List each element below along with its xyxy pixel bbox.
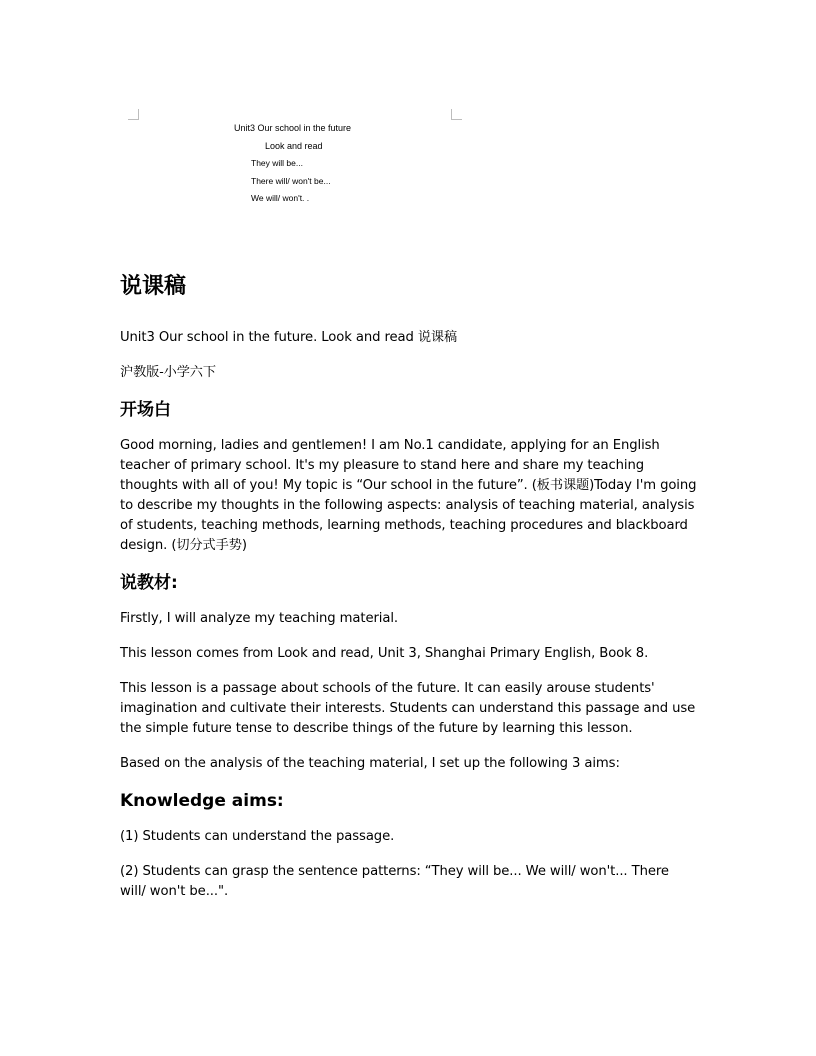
document-body (120, 272, 698, 917)
knowledge-aims-heading: Knowledge aims: (120, 791, 284, 811)
board-subtitle: Look and read (265, 141, 323, 151)
material-paragraph: Based on the analysis of the teaching material, I set up the following 3 aims: (120, 756, 620, 771)
document-title: 说课稿 (120, 274, 187, 299)
aim-item: (1) Students can understand the passage. (120, 829, 395, 844)
crop-mark-left (128, 109, 139, 120)
board-title: Unit3 Our school in the future (234, 123, 352, 133)
board-line: We will/ won't. . (251, 193, 310, 203)
textbook-version: 沪教版-小学六下 (120, 365, 216, 380)
opening-paragraph: Good morning, ladies and gentlemen! I am No.1 candidate, applying for an English teacher of primary school. It's my pleasure to stand here and share my teaching thoughts with all of you! My topic is “Our school in the future”. (板书课题)Today I'm going to describe my thoughts in the following aspects: analysis of teaching material, analysis of students, teaching methods, learning methods, teaching procedures and blackboard design. (切分式手势) (120, 438, 697, 553)
opening-heading: 开场白 (120, 400, 171, 420)
aim-item: (2) Students can grasp the sentence patterns: “They will be... We will/ won't... There will/ won't be...". (120, 864, 669, 899)
crop-mark-right (451, 109, 462, 120)
material-paragraph: This lesson comes from Look and read, Unit 3, Shanghai Primary English, Book 8. (120, 646, 649, 661)
board-line: They will be... (251, 158, 303, 168)
board-line: There will/ won't be... (251, 176, 331, 186)
material-paragraph: Firstly, I will analyze my teaching material. (120, 611, 399, 626)
material-paragraph: This lesson is a passage about schools of the future. It can easily arouse students' imagination and cultivate their interests. Students can understand this passage and use the simple future tense to describe things of the future by learning this lesson. (120, 681, 696, 736)
material-heading: 说教材: (120, 573, 178, 593)
lesson-title: Unit3 Our school in the future. Look and read 说课稿 (120, 330, 458, 345)
